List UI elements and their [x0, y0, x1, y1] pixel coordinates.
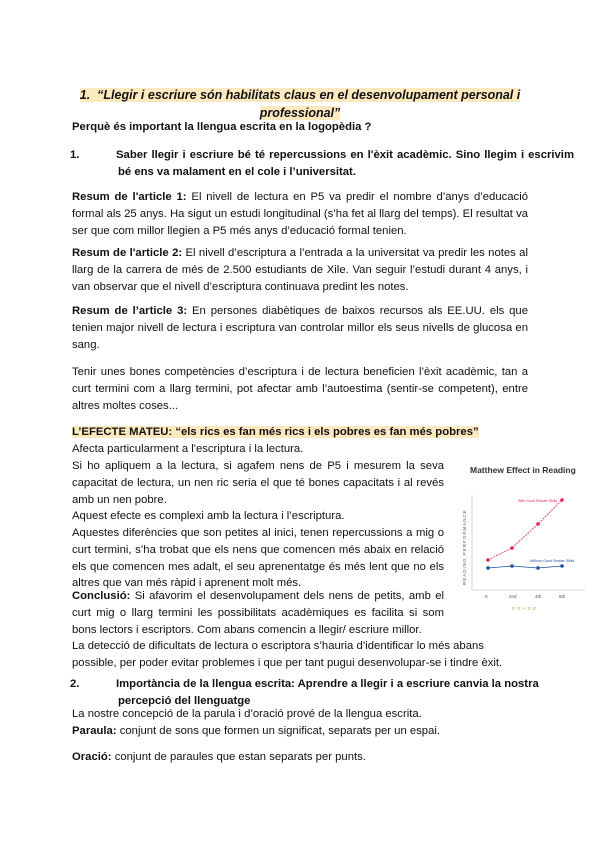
paraula-text: conjunt de sons que formen un significat, separats per un espai.: [116, 725, 441, 737]
data-point: [536, 566, 540, 570]
resum-text: En persones diabètiques de baixos recursos als EE.UU. els que tenien major nivell de lectura i escriptura van controlar millor els seus nivells de glucosa en sang.: [72, 305, 528, 351]
series-line: [488, 566, 562, 568]
list-text: Saber llegir i escriure bé té repercussions en l'èxit acadèmic. Sino llegim i escrivim bé ens va malament en el cole i l’universitat.: [116, 149, 574, 178]
concepcio: La nostre concepció de la parula i d’oració prové de la llengua escrita.: [72, 708, 422, 720]
x-tick-label: 2nd: [509, 594, 517, 599]
data-point: [560, 498, 564, 502]
question: Perquè és important la llengua escrita en la logopèdia ?: [72, 121, 372, 133]
series-line: [488, 500, 562, 560]
resum-2: [72, 245, 528, 295]
resum-1: [72, 189, 528, 239]
section-title: [72, 86, 528, 122]
list-number: 2.: [70, 678, 80, 690]
efecte-line-3: Aquestes diferències que son petites al inici, tenen repercussions a mig o curt termini, s’ha trobat que els nens que comencen més abaix en relació els que comencen mes adalt, el seu aprenentatge és més lent que no els altres que van més ràpid i aprenent molt més.: [72, 527, 444, 590]
efecte-heading: L’EFECTE MATEU: “els rics es fan més rics i els pobres es fan més pobres”: [72, 426, 479, 438]
oracio-definition: [72, 749, 528, 766]
resum-label: Resum de l’article 3:: [72, 305, 188, 317]
efecte-line-0: Afecta particularment a l'escriptura i la lectura.: [72, 443, 304, 455]
title-number: 1.: [79, 88, 91, 102]
resum-text: El nivell d’escriptura a l’entrada a la universitat va predir les notes al llarg de la carrera de més de 2.500 estudiants de Xile. Van seguir l’estudi durant 4 anys, i van observar que el nivell d’escriptura continuava predint les notes.: [72, 247, 528, 293]
efecte-line-2: Aquest efecte es complexi amb la lectura i l’escriptura.: [72, 510, 345, 522]
resum-text: El nivell de lectura en P5 va predir el nombre d’anys d’educació formal als 25 anys. Ha sigut un estudi longitudinal (s’ha fet al llarg del temps). El resultat va ser que com millor llegien a P5 més anys d’educació formal tenien.: [72, 191, 528, 237]
data-point: [486, 566, 490, 570]
figure-title: Matthew Effect in Reading: [470, 465, 576, 475]
title-text: “Llegir i escriure són habilitats claus en el desenvolupament personal i professional”: [97, 88, 521, 120]
paraula-label: Paraula:: [72, 725, 117, 737]
deteccio: La detecció de dificultats de lectura o escriptora s’hauria d’identificar lo més abans possible, per poder evitar problemes i que per tant pugui desenvolupar-se i tindre èxit.: [72, 640, 503, 669]
data-point: [510, 564, 514, 568]
paraula-definition: [72, 723, 528, 740]
resum-label: Resum de l'article 2:: [72, 247, 183, 259]
list-text: Importància de la llengua escrita: Aprendre a llegir i a escriure canvia la nostra percepció del llenguatge: [116, 678, 539, 707]
data-point: [536, 522, 540, 526]
x-axis-label: GRADE: [512, 606, 539, 611]
conclusio: [72, 588, 444, 638]
efecte-line-1: Si ho apliquem a la lectura, si agafem nens de P5 i mesurem la seva capacitat de lectura, un nen ric seria el que té bones capacitats i al revés amb un nen pobre.: [72, 460, 444, 506]
oracio-text: conjunt de paraules que estan separats per punts.: [111, 751, 366, 763]
list-item-1: [72, 147, 574, 181]
matthew-effect-figure: [450, 455, 590, 615]
resum-3: [72, 303, 528, 353]
resum-label: Resum de l'article 1:: [72, 191, 187, 203]
oracio-label: Oració:: [72, 751, 112, 763]
conclusio-text: Si afavorim el desenvolupament dels nens de petits, amb el curt mig o llarg termini les possibilitats acadèmiques es facilita si som bons lectors i escriptors. Com abans comencin a llegir/ escriure millor.: [72, 590, 444, 636]
series-legend-label: With Good Reader Skills: [518, 499, 558, 503]
data-point: [510, 546, 514, 550]
y-axis-label: READING PERFORMANCE: [462, 509, 467, 585]
data-point: [486, 558, 490, 562]
series-legend-label: Without Good Reader Skills: [530, 559, 575, 563]
paragraph-tenir: Tenir unes bones competències d’escriptura i de lectura beneficien l’èxit acadèmic, tan a curt termini com a llarg termini, pot afectar amb l’autoestima (sentir-se competent), entre altres moltes coses...: [72, 366, 528, 412]
list-item-2: [72, 676, 574, 710]
conclusio-label: Conclusió:: [72, 590, 131, 602]
x-tick-label: 4th: [535, 594, 542, 599]
data-point: [560, 564, 564, 568]
list-number: 1.: [70, 149, 80, 161]
x-tick-label: K: [485, 594, 489, 599]
x-tick-label: 6th: [559, 594, 566, 599]
